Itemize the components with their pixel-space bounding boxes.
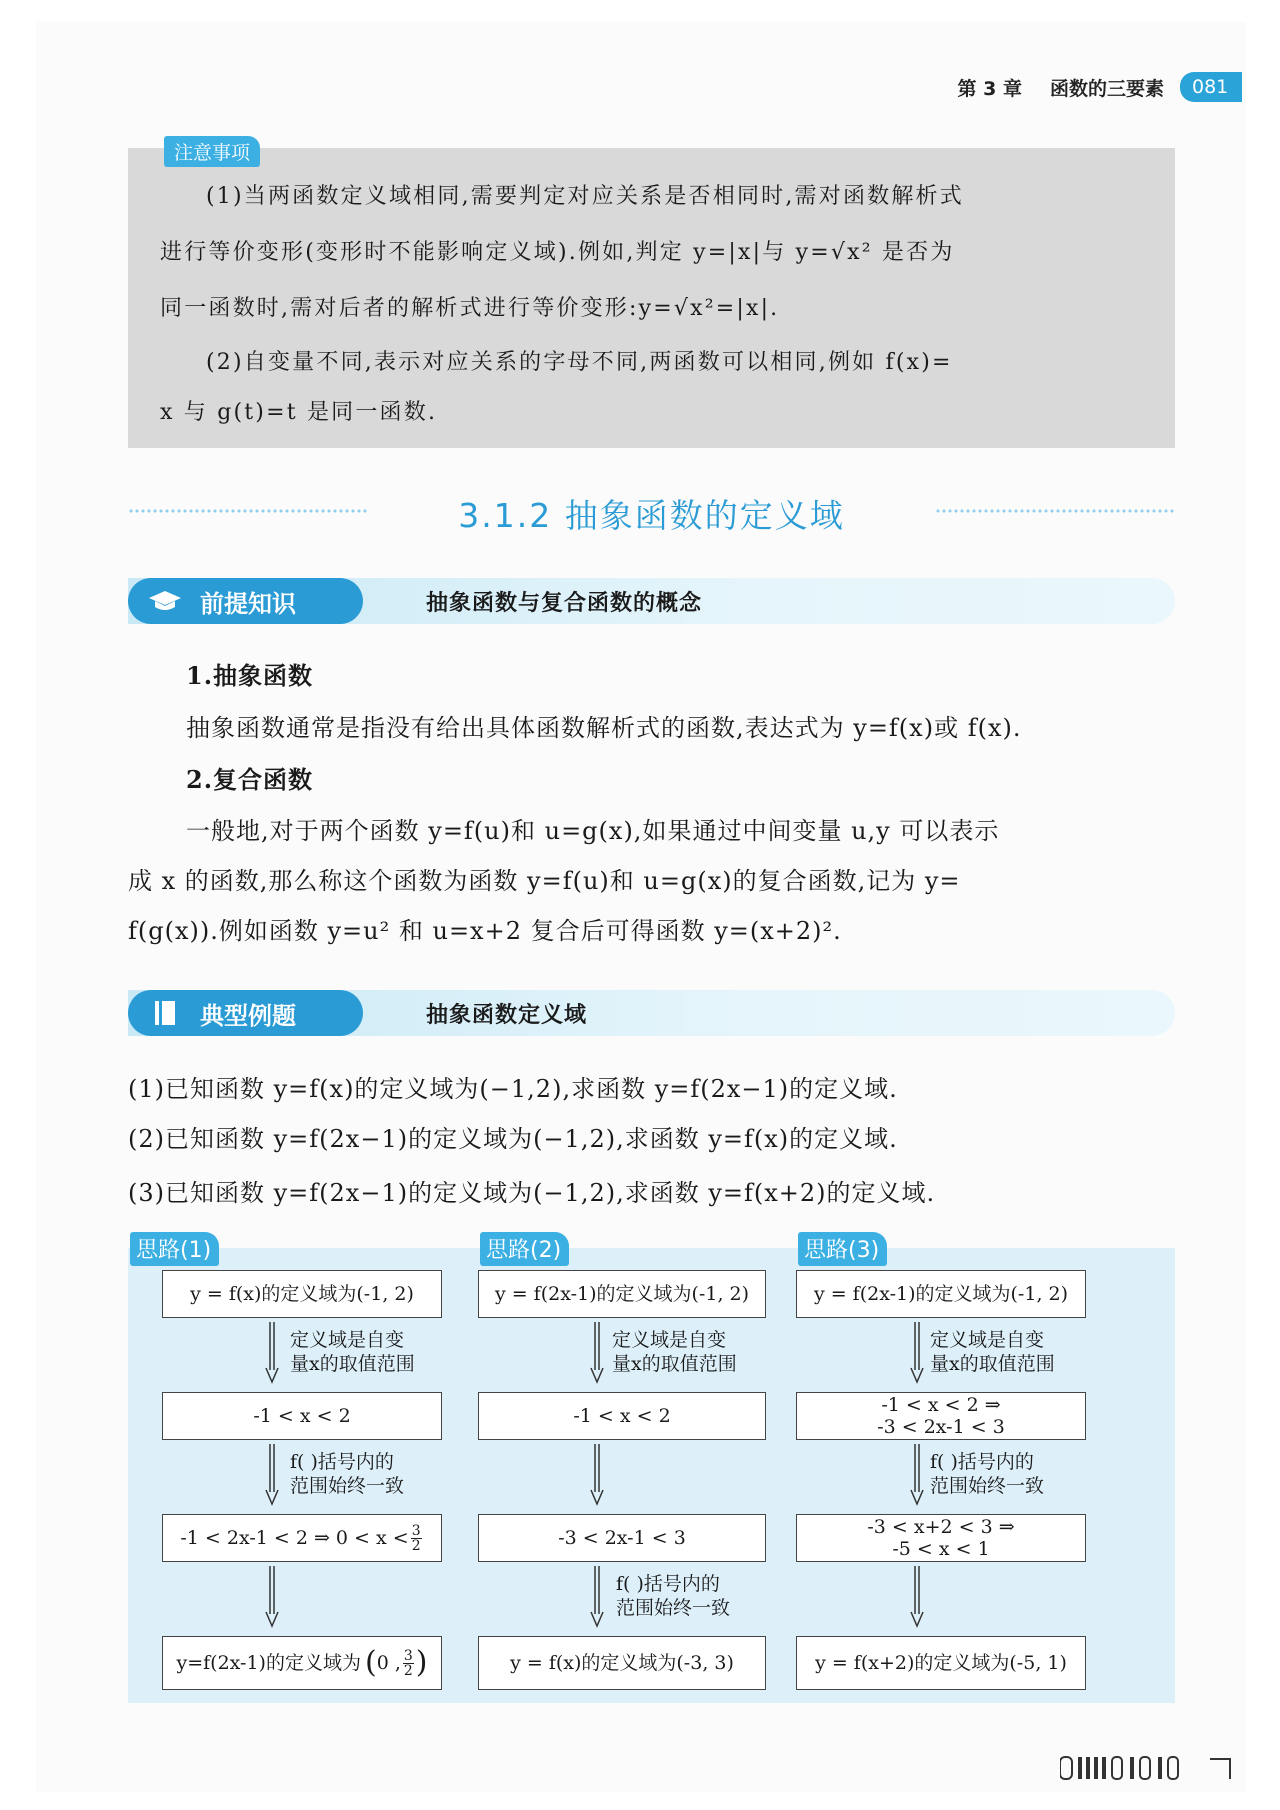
fraction-denominator: 2 [403, 1662, 413, 1679]
flow3-box1: y = f(2x-1)的定义域为(-1, 2) [796, 1270, 1086, 1318]
box-text: 0 , [376, 1652, 401, 1674]
flow2-box1: y = f(2x-1)的定义域为(-1, 2) [478, 1270, 766, 1318]
box-text: -3 < x+2 < 3 ⇒ [867, 1516, 1015, 1538]
fraction-numerator: 3 [403, 1647, 413, 1664]
chapter-label: 第 3 章 [957, 77, 1022, 100]
down-arrow-icon [265, 1322, 279, 1384]
flow-tag-3: 思路(3) [798, 1232, 887, 1266]
note-line: 进行等价变形(变形时不能影响定义域).例如,判定 y=|x|与 y=√x² 是否为 [160, 240, 955, 265]
graduation-cap-icon [146, 588, 184, 614]
prerequisite-band [128, 578, 1175, 624]
knowledge-paragraph-line: f(g(x)).例如函数 y=u² 和 u=x+2 复合后可得函数 y=(x+2)². [128, 917, 842, 945]
paren-close: ) [415, 1645, 428, 1680]
note-line: 范围始终一致 [616, 1597, 731, 1619]
note-line: (2)自变量不同,表示对应关系的字母不同,两函数可以相同,例如 f(x)= [206, 350, 953, 375]
note-line: f( )括号内的 [616, 1573, 720, 1595]
fraction [403, 1649, 414, 1678]
flow1-box2: -1 < x < 2 [162, 1392, 442, 1440]
note-line: 定义域是自变 [290, 1329, 405, 1351]
flow2-box3: -3 < 2x-1 < 3 [478, 1514, 766, 1562]
example-subtitle: 抽象函数定义域 [426, 1003, 588, 1028]
down-arrow-icon [265, 1444, 279, 1506]
box-text: -1 < 2x-1 < 2 ⇒ 0 < x < [180, 1527, 409, 1549]
note-line: (1)当两函数定义域相同,需要判定对应关系是否相同时,需对函数解析式 [206, 184, 964, 209]
paren-open: ( [364, 1645, 377, 1680]
note-box [128, 142, 1175, 448]
box-text: -3 < 2x-1 < 3 [877, 1416, 1005, 1438]
flow1-note1 [290, 1328, 415, 1376]
problem-item: (1)已知函数 y=f(x)的定义域为(−1,2),求函数 y=f(2x−1)的定义域. [128, 1075, 898, 1103]
down-arrow-icon [590, 1566, 604, 1628]
note-tag: 注意事项 [164, 136, 260, 167]
note-line: 量x的取值范围 [612, 1353, 737, 1375]
flow3-box2 [796, 1392, 1086, 1440]
example-band [128, 990, 1175, 1036]
down-arrow-icon [910, 1444, 924, 1506]
flow2-box2: -1 < x < 2 [478, 1392, 766, 1440]
flow3-box4: y = f(x+2)的定义域为(-5, 1) [796, 1636, 1086, 1690]
book-icon [146, 1000, 184, 1026]
fraction-denominator: 2 [411, 1537, 421, 1554]
box-text: -5 < x < 1 [892, 1538, 990, 1560]
flow1-box1: y = f(x)的定义域为(-1, 2) [162, 1270, 442, 1318]
down-arrow-icon [590, 1322, 604, 1384]
section-title: 3.1.2 抽象函数的定义域 [458, 496, 845, 535]
flow2-note3 [616, 1572, 730, 1620]
down-arrow-icon [910, 1322, 924, 1384]
knowledge-paragraph-1: 抽象函数通常是指没有给出具体函数解析式的函数,表达式为 y=f(x)或 f(x). [186, 714, 1022, 742]
problem-item: (2)已知函数 y=f(2x−1)的定义域为(−1,2),求函数 y=f(x)的定义域. [128, 1125, 898, 1153]
knowledge-paragraph-line: 成 x 的函数,那么称这个函数为函数 y=f(u)和 u=g(x)的复合函数,记为 y= [128, 867, 961, 895]
flow-tag-2: 思路(2) [480, 1232, 569, 1266]
fraction [411, 1524, 422, 1553]
flow3-box3 [796, 1514, 1086, 1562]
flow1-box4 [162, 1636, 442, 1690]
note-line: 范围始终一致 [290, 1475, 405, 1497]
barcode-mark-icon [1060, 1755, 1250, 1783]
example-label: 典型例题 [200, 1001, 296, 1030]
note-line: 定义域是自变 [612, 1329, 727, 1351]
down-arrow-icon [590, 1444, 604, 1506]
flow3-note1 [930, 1328, 1055, 1376]
flow3-note2 [930, 1450, 1044, 1498]
note-line: 量x的取值范围 [930, 1353, 1055, 1375]
knowledge-heading-1: 1.抽象函数 [186, 661, 314, 690]
note-line: f( )括号内的 [930, 1451, 1034, 1473]
box-text: -1 < x < 2 ⇒ [881, 1394, 1001, 1416]
note-line: 范围始终一致 [930, 1475, 1045, 1497]
down-arrow-icon [265, 1566, 279, 1628]
note-line: 定义域是自变 [930, 1329, 1045, 1351]
chapter-title: 函数的三要素 [1049, 77, 1164, 100]
note-line: 量x的取值范围 [290, 1353, 415, 1375]
page-number: 081 [1180, 72, 1242, 102]
flow-tag-1: 思路(1) [130, 1232, 219, 1266]
note-line: f( )括号内的 [290, 1451, 394, 1473]
knowledge-paragraph-line: 一般地,对于两个函数 y=f(u)和 u=g(x),如果通过中间变量 u,y 可以表示 [186, 817, 1000, 845]
problem-item: (3)已知函数 y=f(2x−1)的定义域为(−1,2),求函数 y=f(x+2)的定义域. [128, 1179, 936, 1207]
flow1-box3 [162, 1514, 442, 1562]
prerequisite-subtitle: 抽象函数与复合函数的概念 [426, 591, 703, 616]
box-text: y=f(2x-1)的定义域为 [176, 1652, 361, 1674]
decorative-dots [935, 508, 1175, 514]
flow2-note1 [612, 1328, 737, 1376]
section-heading [128, 490, 1175, 535]
running-header [958, 72, 1242, 102]
note-line: 同一函数时,需对后者的解析式进行等价变形:y=√x²=|x|. [160, 296, 780, 321]
note-line: x 与 g(t)=t 是同一函数. [160, 400, 438, 425]
example-pill [128, 990, 363, 1036]
knowledge-heading-2: 2.复合函数 [186, 765, 314, 794]
flow2-box4: y = f(x)的定义域为(-3, 3) [478, 1636, 766, 1690]
flow1-note2 [290, 1450, 404, 1498]
prerequisite-pill [128, 578, 363, 624]
fraction-numerator: 3 [411, 1522, 421, 1539]
down-arrow-icon [910, 1566, 924, 1628]
prerequisite-label: 前提知识 [200, 589, 296, 618]
